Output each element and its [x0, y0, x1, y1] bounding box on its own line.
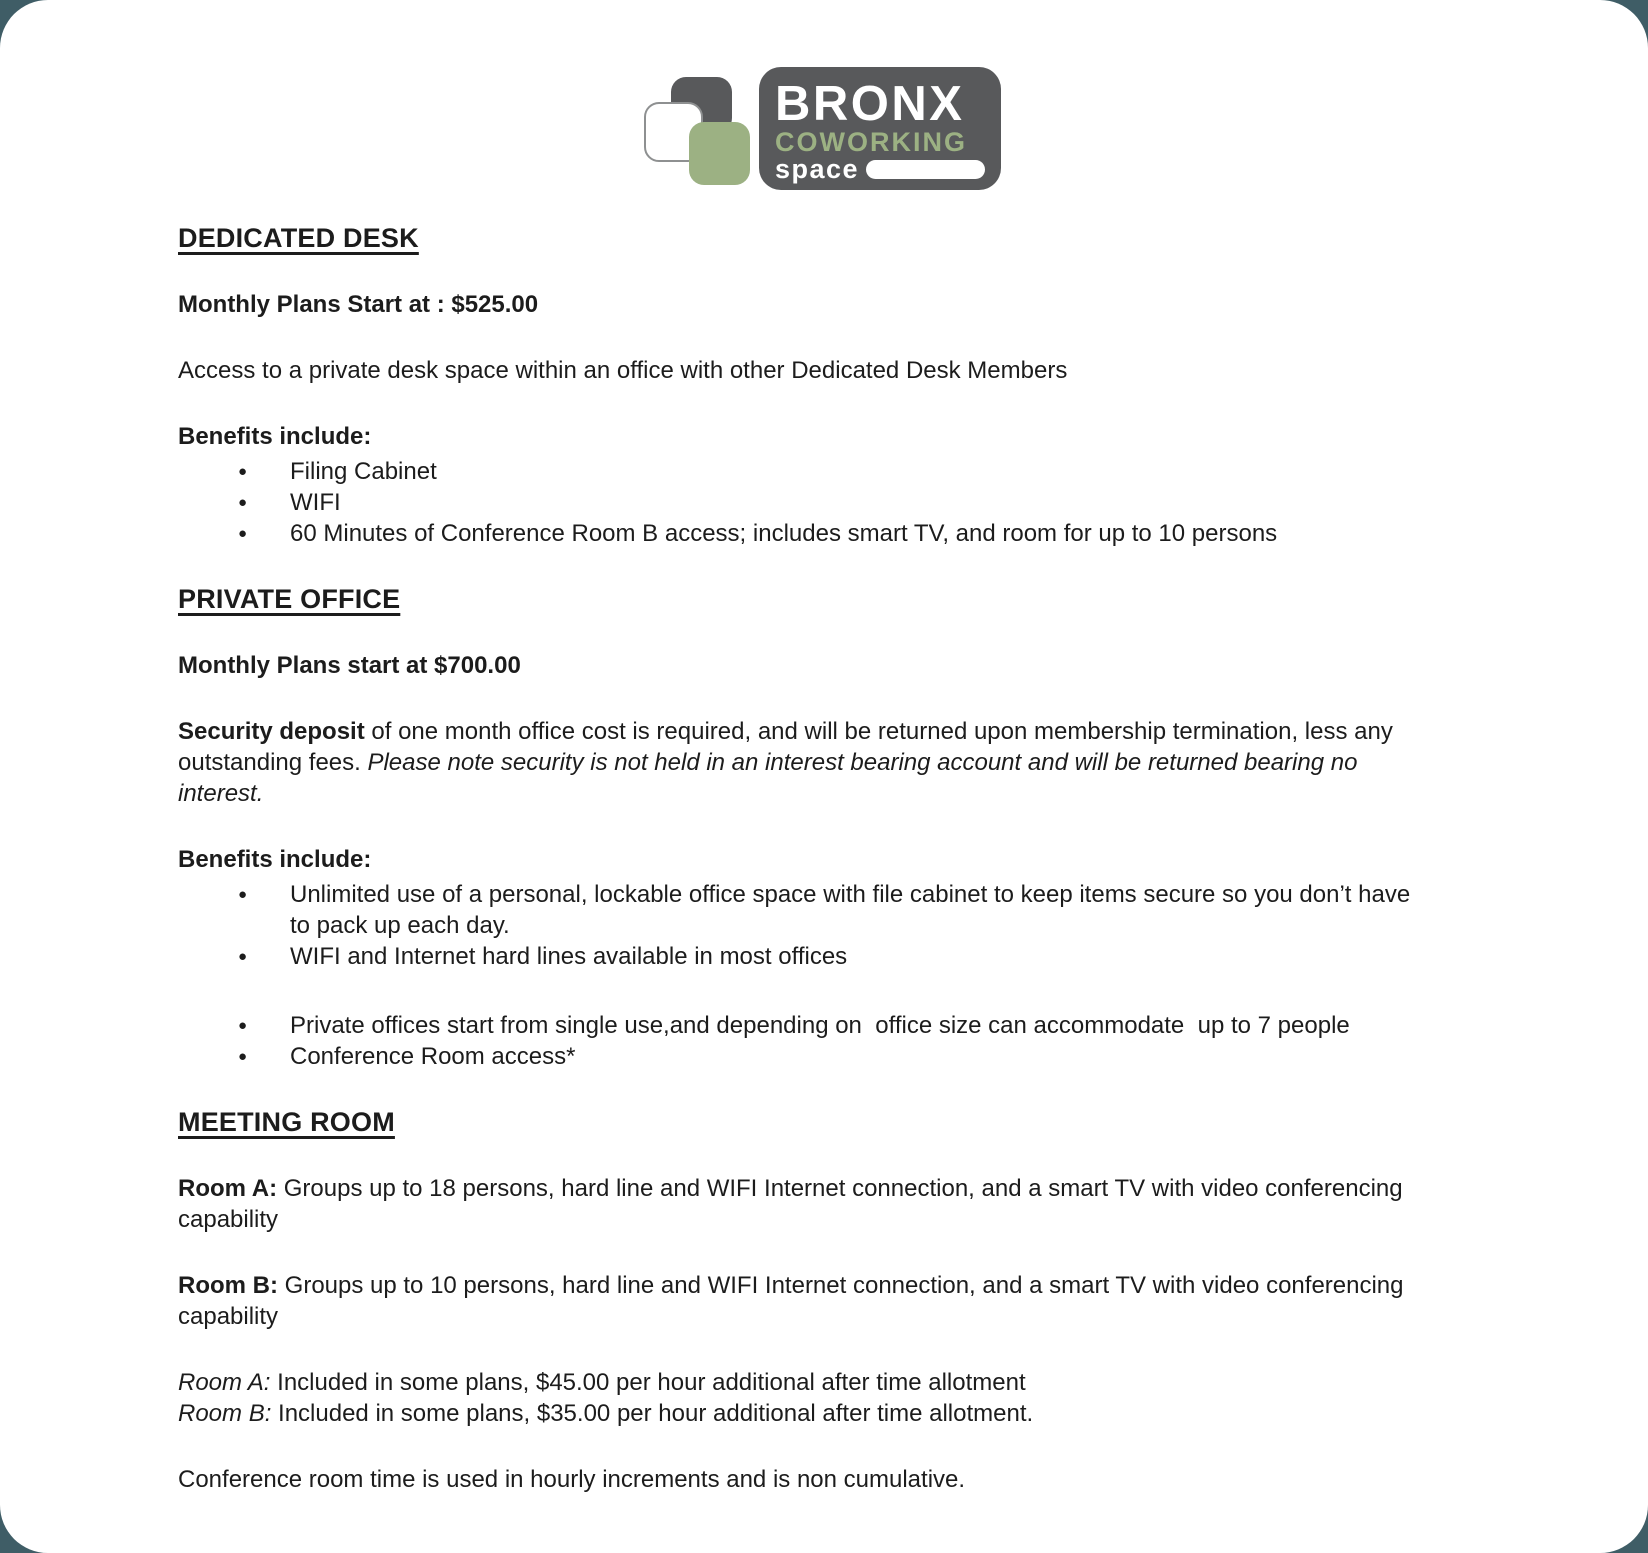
list-item: ● 60 Minutes of Conference Room B access; includes smart TV, and room for up to 10 persons: [178, 518, 1433, 549]
logo-text-bronx: BRONX: [775, 77, 965, 131]
room-b-description: [178, 1270, 1433, 1332]
list-item: ● Conference Room access*: [178, 1041, 1433, 1072]
room-b-pricing-line: [178, 1398, 1433, 1429]
room-a-pricing-label: Room A:: [178, 1369, 271, 1396]
private-office-benefits-list-1: [178, 879, 1433, 972]
dedicated-desk-benefits-list: [178, 456, 1433, 549]
room-b-pricing-label: Room B:: [178, 1400, 272, 1427]
room-b-pricing-text: Included in some plans, $35.00 per hour additional after time allotment.: [271, 1400, 1034, 1427]
list-item: ● WIFI and Internet hard lines available in most offices: [178, 941, 1433, 972]
list-item: ● Filing Cabinet: [178, 456, 1433, 487]
room-a-pricing-line: [178, 1367, 1433, 1398]
heading-dedicated-desk: DEDICATED DESK: [178, 223, 419, 253]
list-item: ● WIFI: [178, 487, 1433, 518]
private-office-benefits-label: Benefits include:: [178, 846, 372, 873]
room-a-text: Groups up to 18 persons, hard line and WIFI Internet connection, and a smart TV with video conferencing capability: [178, 1175, 1410, 1233]
private-office-price-line: Monthly Plans start at $700.00: [178, 652, 521, 679]
room-a-description: [178, 1173, 1433, 1235]
room-pricing: [178, 1367, 1433, 1429]
security-deposit-italic: Please note security is not held in an interest bearing account and will be returned bearing no interest.: [178, 749, 1365, 807]
room-b-text: Groups up to 10 persons, hard line and WIFI Internet connection, and a smart TV with video conferencing capability: [178, 1272, 1411, 1330]
logo: [611, 55, 1001, 190]
room-a-pricing-text: Included in some plans, $45.00 per hour additional after time allotment: [270, 1369, 1026, 1396]
document-content: [0, 190, 1648, 1495]
private-office-benefits-list-2: [178, 1010, 1433, 1072]
security-deposit-bold: Security deposit: [178, 718, 365, 745]
logo-space-row: [775, 156, 985, 183]
room-b-label: Room B:: [178, 1272, 278, 1299]
dedicated-desk-intro: Access to a private desk space within an office with other Dedicated Desk Members: [178, 357, 1068, 384]
dedicated-desk-benefits-label: Benefits include:: [178, 423, 372, 450]
logo-square-green: [689, 122, 750, 185]
conference-room-footnote: Conference room time is used in hourly increments and is non cumulative.: [178, 1466, 966, 1493]
security-deposit-paragraph: [178, 716, 1433, 809]
logo-text-coworking: COWORKING: [775, 127, 967, 157]
heading-private-office: PRIVATE OFFICE: [178, 584, 401, 614]
room-a-label: Room A:: [178, 1175, 278, 1202]
list-item: ● Unlimited use of a personal, lockable office space with file cabinet to keep items secure so you don’t have to pack up each day.: [178, 879, 1433, 941]
security-deposit-regular: of one month office cost is required, and will be returned upon membership termination, less any outstanding fees.: [178, 718, 1400, 776]
logo-badge: [759, 67, 1001, 190]
dedicated-desk-price-line: Monthly Plans Start at : $525.00: [178, 291, 539, 318]
heading-meeting-room: MEETING ROOM: [178, 1107, 395, 1137]
logo-bar: [866, 160, 985, 179]
list-item: ● Private offices start from single use,and depending on office size can accommodate up to 7 people: [178, 1010, 1433, 1041]
logo-text-space: space: [775, 154, 860, 184]
